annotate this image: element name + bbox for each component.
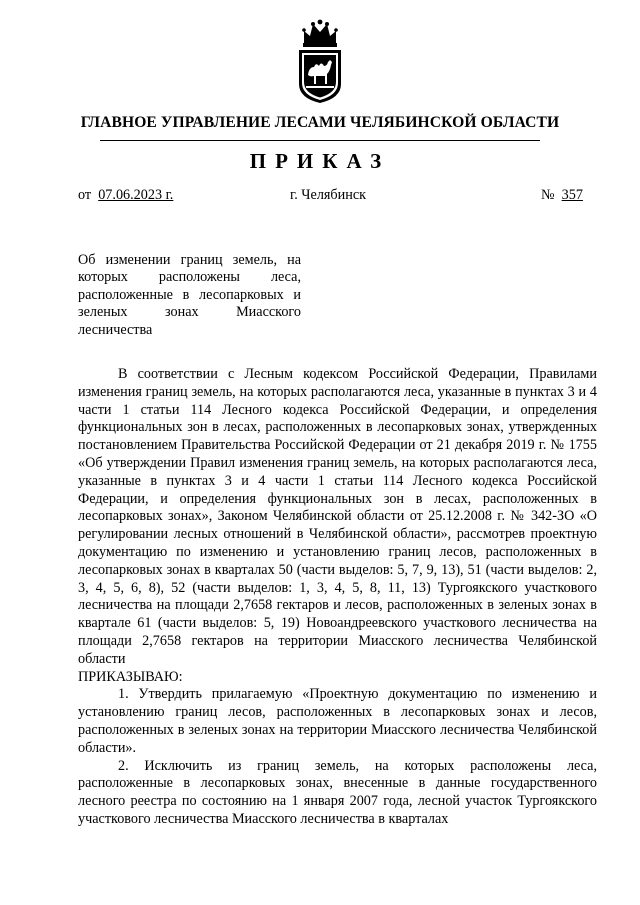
- document-type: ПРИКАЗ: [249, 149, 391, 173]
- organization-name: ГЛАВНОЕ УПРАВЛЕНИЕ ЛЕСАМИ ЧЕЛЯБИНСКОЙ ОБЛАСТИ: [80, 114, 560, 131]
- coat-of-arms-icon: [291, 18, 349, 104]
- order-word: ПРИКАЗЫВАЮ:: [78, 668, 183, 685]
- subject-line: лесничества: [78, 321, 153, 338]
- subject-line: зеленых зонах Миасского: [78, 304, 301, 321]
- document-date: [78, 187, 173, 204]
- document-body: [78, 366, 597, 829]
- document-number: [541, 187, 583, 204]
- subject-line: Об изменении границ земель, на: [78, 252, 301, 268]
- date-prefix: от: [78, 187, 92, 203]
- subject-line: которых расположены леса,: [78, 269, 301, 286]
- preamble-paragraph: В соответствии с Лесным кодексом Российской Федерации, Правилами изменения границ земель, на которых располагаются леса, указанные в пунктах 3 и 4 части 1 статьи 114 Лесного кодекса Российской Федерации, и определения функциональных зон в лесах, расположенных в лесопарковых зонах, утвержденных постановлением Правительства Российской Федерации от 21 декабря 2019 г. № 1755 «Об утверждении Правил изменения границ земель, на которых располагаются леса, указанные в пунктах 3 и 4 части 1 статьи 114 Лесного кодекса Российской Федерации, и определения функциональных зон в лесах, расположенных в лесопарковых зонах», Законом Челябинской области от 25.12.2008 г. № 342-ЗО «О регулировании лесных отношений в Челябинской области», рассмотрев проектную документацию по изменению и установлению границ лесов, расположенных в лесопарковых зонах в кварталах 50 (части выделов: 5, 7, 9, 13), 51 (части выделов: 2, 3, 4, 5, 6, 8), 52 (части выделов: 1, 3, 4, 5, 8, 11, 13) Тургоякского участкового лесничества на площади 2,7658 гектаров и лесов, расположенных в зеленых зонах в квартале 61 (части выделов: 5, 19) Новоандреевского участкового лесничества на площади 2,7658 гектаров на территории Миасского лесничества Челябинской области: [78, 366, 597, 667]
- document-city: г. Челябинск: [290, 187, 367, 203]
- number-prefix: №: [541, 187, 555, 203]
- order-item: 2. Исключить из границ земель, на которых расположены леса, расположенные в лесопарковых зонах, внесенные в данные государственного лесного реестра по состоянию на 1 января 2007 года, лесной участок Тургоякского участкового лесничества Миасского лесничества в кварталах: [78, 757, 597, 827]
- order-item: 1. Утвердить прилагаемую «Проектную документацию по изменению и установлению границ лесов, расположенных в лесопарковых зонах и лесов, расположенных в зеленых зонах на территории Миасского лесничества Челябинской области».: [78, 686, 597, 756]
- document-subject: [78, 252, 301, 339]
- subject-line: расположенные в лесопарковых и: [78, 286, 301, 303]
- date-value: 07.06.2023 г.: [98, 187, 174, 203]
- number-value: 357: [561, 187, 583, 203]
- header-divider: [100, 140, 540, 141]
